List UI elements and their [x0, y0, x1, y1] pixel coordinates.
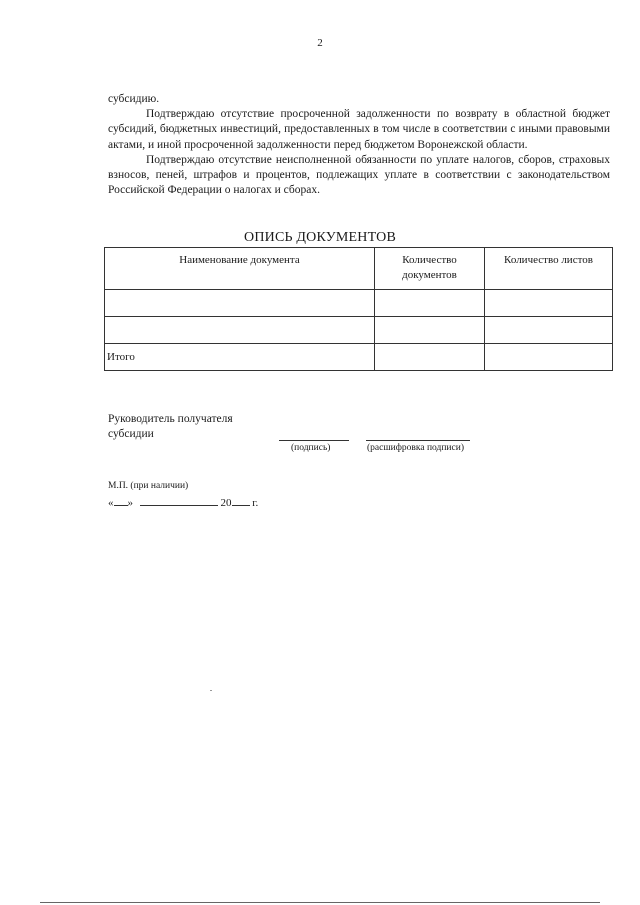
table-cell [485, 344, 613, 371]
table-cell [105, 317, 375, 344]
scan-speck [210, 690, 212, 691]
signature-caption: (подпись) [291, 443, 331, 453]
header-sheet-count: Количество листов [485, 248, 613, 290]
footer-rule [40, 902, 600, 903]
total-label: Итого [105, 344, 375, 371]
date-open-quote: « [108, 497, 114, 509]
table-row [105, 317, 613, 344]
month-blank [140, 496, 218, 506]
signature-line [279, 440, 349, 441]
paragraph-no-tax-obligations: Подтверждаю отсутствие неисполненной обязанности по уплате налогов, сборов, страховых взносов, пеней, штрафов и процентов, подлежащих уплате в соответствии с законодательством Российской Федерации о налогах и сборах. [108, 153, 610, 197]
stamp-label: М.П. (при наличии) [108, 481, 189, 491]
body-text [108, 92, 610, 198]
documents-table [104, 247, 613, 371]
table-row [105, 290, 613, 317]
table-cell [485, 290, 613, 317]
header-document-count: Количество документов [375, 248, 485, 290]
year-prefix: 20 [220, 497, 232, 509]
table-cell [105, 290, 375, 317]
signatory-label [108, 412, 233, 442]
page-number: 2 [317, 37, 323, 49]
paragraph-continuation: субсидию. [108, 93, 160, 105]
decryption-caption: (расшифровка подписи) [367, 443, 464, 453]
header-document-name: Наименование документа [105, 248, 375, 290]
paragraph-no-overdue-debt: Подтверждаю отсутствие просроченной задолженности по возврату в областной бюджет субсидий, бюджетных инвестиций, предоставленных в том числе в соответствии с иными правовыми актами, и иной просроченной задолженности перед бюджетом Воронежской области. [108, 108, 610, 151]
day-blank [114, 496, 128, 506]
date-close-quote: » [127, 497, 133, 509]
table-cell [375, 290, 485, 317]
table-total-row [105, 344, 613, 371]
year-suffix: г. [252, 497, 259, 509]
table-cell [375, 317, 485, 344]
table-title: ОПИСЬ ДОКУМЕНТОВ [244, 230, 396, 245]
date-line [108, 496, 258, 509]
table-cell [485, 317, 613, 344]
year-blank [232, 496, 250, 506]
table-cell [375, 344, 485, 371]
table-header-row [105, 248, 613, 290]
signatory-label-line2: субсидии [108, 428, 154, 440]
signatory-label-line1: Руководитель получателя [108, 413, 233, 425]
decryption-line [366, 440, 470, 441]
